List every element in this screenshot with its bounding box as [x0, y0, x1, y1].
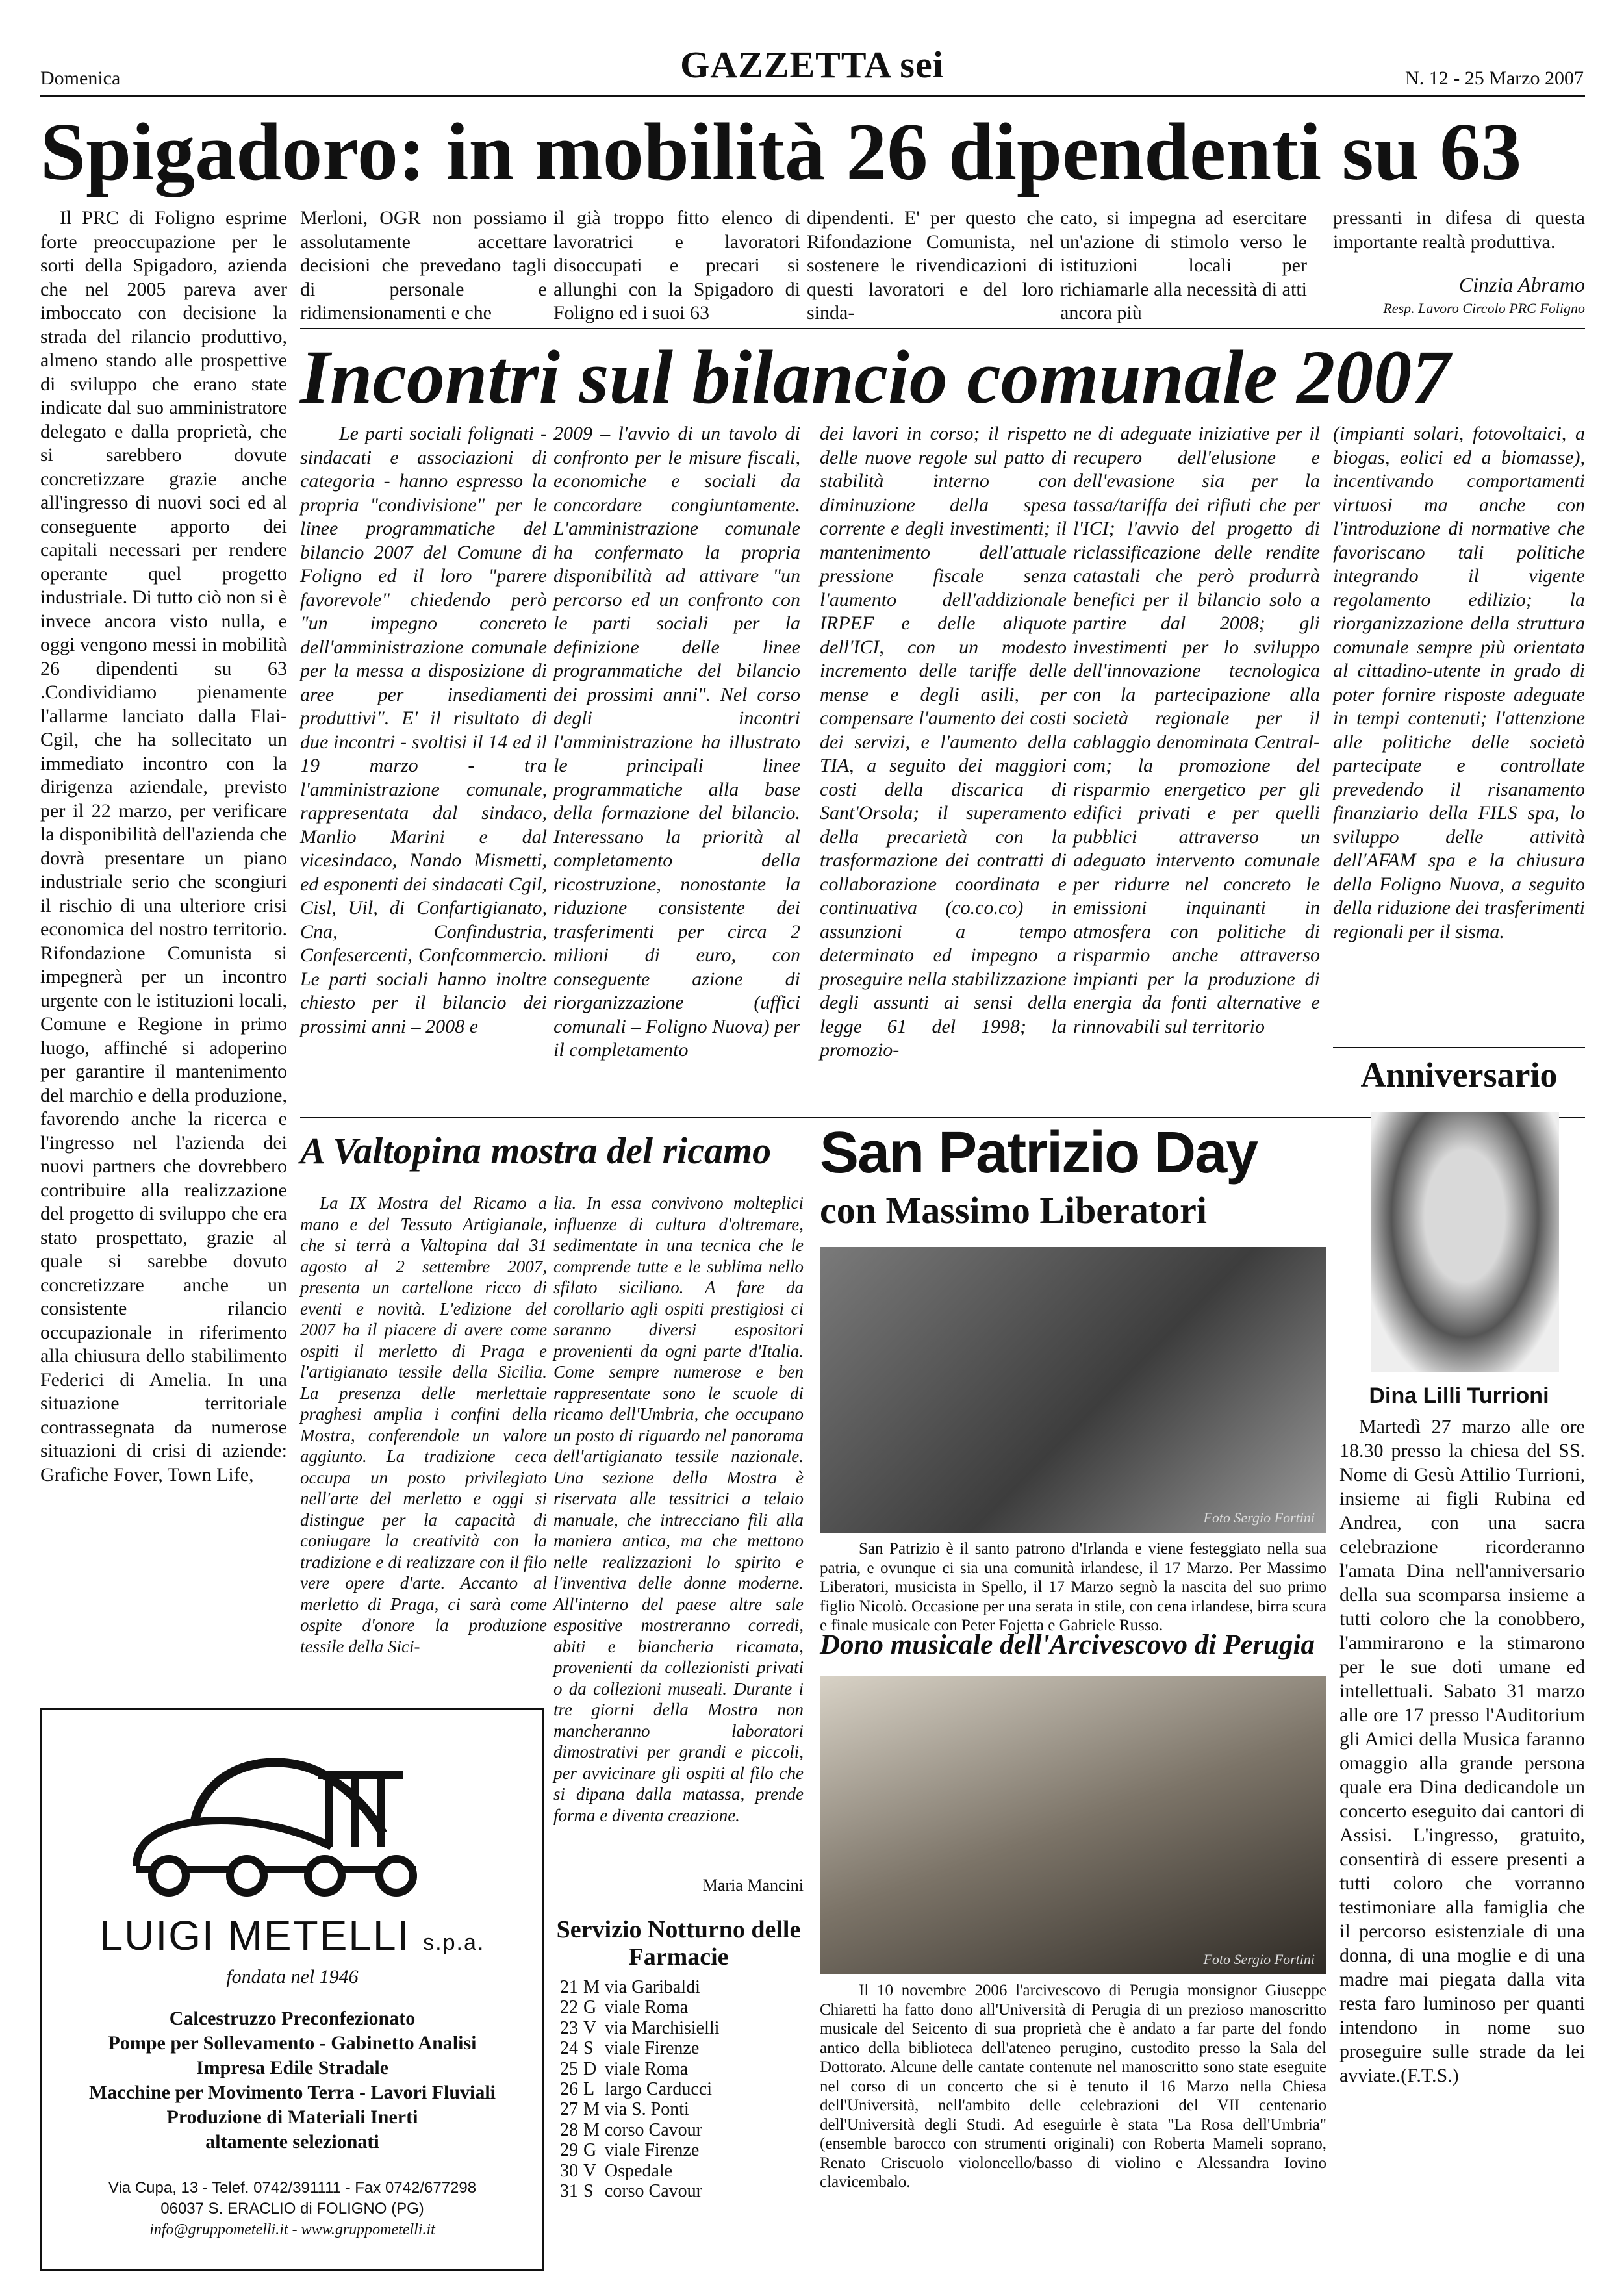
pharmacy-day: 25: [560, 2058, 578, 2079]
header-issue: N. 12 - 25 Marzo 2007: [1405, 68, 1584, 89]
pharmacy-addr: corso Cavour: [604, 2181, 702, 2202]
masthead: GAZZETTA sei: [680, 44, 944, 86]
article4-title: San Patrizio Day: [820, 1120, 1258, 1185]
article2-col5: (impianti solari, fotovoltaici, a biogas, eolici ed a biomasse), incentivando comportamenti virtuosi ma anche con l'introduzione di normative che favoriscano tali politiche integrando il vigente regolamento edilizio; la riorganizzazione della struttura comunale sempre più orientata al cittadino-utente in grado di poter fornire risposte adeguate in tempi contenuti; l'attenzione alle politiche delle società partecipate e controllate prevedendo il risanamento finanziario della FILS spa, lo sviluppo delle attività dell'AFAM spa e la chiusura della Foligno Nuova, a seguito della riduzione dei trasferimenti regionali per il sisma.: [1333, 423, 1585, 942]
pharmacy-row: [560, 2079, 724, 2099]
pharmacy-day: 30: [560, 2160, 578, 2181]
pharmacy-wd: S: [583, 2181, 594, 2202]
section-rule: [1333, 1047, 1585, 1048]
pharmacy-addr: via Garibaldi: [604, 1977, 700, 1997]
anniversary-section-title: Anniversario: [1360, 1055, 1558, 1094]
advert-service-line: Pompe per Sollevamento - Gabinetto Analisi: [108, 2032, 477, 2054]
pharmacy-row: [560, 1977, 724, 1997]
advert-services: [42, 2006, 542, 2154]
pharmacy-wd: G: [583, 1997, 597, 2018]
photo-credit: Foto Sergio Fortini: [1203, 1951, 1315, 1967]
pharmacy-addr: viale Roma: [604, 2058, 689, 2079]
section-rule: [300, 328, 1585, 329]
article4-subtitle: con Massimo Liberatori: [820, 1189, 1208, 1231]
photo-credit: Foto Sergio Fortini: [1203, 1509, 1315, 1526]
metelli-advert: [40, 1708, 544, 2271]
pharmacy-day: 24: [560, 2038, 578, 2059]
pharmacy-addr: via S. Ponti: [604, 2099, 689, 2120]
article1-title: Spigadoro: in mobilità 26 dipendenti su 63: [40, 107, 1522, 197]
pharmacy-row: [560, 2038, 724, 2058]
pharmacy-addr: viale Firenze: [604, 2038, 700, 2059]
article2-col4: ne di adeguate iniziative per il recupero dell'elusione e dell'evasione sia per la tassa/tariffa dei rifiuti che per l'ICI; l'avvio del progetto di riclassificazione delle rendite catastali che però produrrà benefici per il bilancio solo a partire dal 2008; gli investimenti per lo sviluppo dell'innovazione tecnologica con la partecipazione alla società regionale per il cablaggio denominata Central-com; la promozione del risparmio energetico per gli edifici privati e per quelli pubblici attraverso un adeguato intervento comunale per ridurre nel concreto le emissioni inquinanti in atmosfera con politiche di risparmio anche attraverso impianti per la produzione di energia da fonti alternative e rinnovabili sul territorio: [1073, 423, 1320, 1037]
pharmacy-addr: viale Roma: [604, 1997, 689, 2018]
pharmacy-row: [560, 2161, 724, 2181]
article4-caption: San Patrizio è il santo patrono d'Irlanda e viene festeggiato nella sua patria, e ovunque ci sia una comunità irlandese, il 17 Marzo. Per Massimo Liberatori, musicista in Spello, il 17 Marzo segnò la nascita del suo primo figlio Nicolò. Occasione per una serata in stile, con cena irlandese, birra scura e finale musicale con Peter Fojetta e Gabriele Russo.: [820, 1540, 1326, 1634]
anniversary-text: Martedì 27 marzo alle ore 18.30 presso la chiesa del SS. Nome di Gesù Attilio Turrioni, insieme ai figli Rubina ed Andrea, con una sacra celebrazione ricorderanno l'amata Dina nell'anniversario della sua scomparsa insieme a tutti coloro che la conobbero, l'ammirarono e la stimarono per le sue doti umane ed intellettuali. Sabato 31 marzo alle ore 17 presso l'Auditorium gli Amici della Musica faranno omaggio alla grande persona quale era Dina dedicandole un concerto eseguito dai cantori di Assisi. L'ingresso, gratuito, consentirà di essere presenti a tutti coloro che vorranno testimoniare alla famiglia che il percorso esistenziale di una donna, di una moglie e di una madre mai piegata dalla vita resta faro luminoso per quanti intendono in nome suo proseguire sulle strade da lei avviate.(F.T.S.): [1339, 1416, 1585, 2086]
advert-address1: Via Cupa, 13 - Telef. 0742/391111 - Fax 0742/677298: [108, 2179, 477, 2197]
article1-signature-role: Resp. Lavoro Circolo PRC Foligno: [1383, 300, 1585, 316]
truck-logo-icon: [110, 1736, 474, 1899]
pharmacy-day: 22: [560, 1997, 578, 2018]
article3-signature: Maria Mancini: [702, 1876, 804, 1895]
concert-photo: [820, 1676, 1326, 1974]
pharmacy-addr: corso Cavour: [604, 2119, 702, 2140]
pharmacy-row: [560, 2120, 724, 2140]
article1-signature: Cinzia Abramo: [1458, 273, 1585, 296]
pharmacy-day: 28: [560, 2119, 578, 2140]
pharmacy-wd: D: [583, 2058, 597, 2079]
advert-service-line: altamente selezionati: [205, 2131, 379, 2152]
article1-col6: pressanti in difesa di questa importante realtà produttiva.: [1333, 207, 1585, 253]
article3-col2: lia. In essa convivono molteplici influenze di cultura d'oltremare, sedimentate in una tecnica che le comprende tutte e le sublima nello sfilato siciliano. A fare da corollario agli ospiti prestigiosi ci saranno diversi espositori provenienti da ogni parte d'Italia. Come sempre numerose e ben rappresentate sono le scuole di ricamo dell'Umbria, che occupano un posto di riguardo nel panorama dell'artigianato tessile nazionale. Una sezione della Mostra è riservata alle tessitrici a telaio manuale, che intrecciano fili alla maniera antica, ma che mettono nelle realizzazioni lo spirito e l'inventiva delle donne moderne. All'interno del paese altre sale espositive mostreranno corredi, abiti e biancheria ricamata, provenienti da collezionisti privati o da collezioni museali. Durante i tre giorni della Mostra non mancheranno laboratori dimostrativi per grandi e piccoli, per avvicinare gli ospiti al filo che si dipana dalla matassa, prende forma e diventa creazione.: [553, 1193, 804, 1825]
portrait-photo: [1371, 1112, 1559, 1372]
pharmacy-row: [560, 2099, 724, 2119]
pharmacy-wd: V: [583, 2160, 597, 2181]
advert-company-line: [42, 1911, 542, 1960]
pharmacy-wd: V: [583, 2017, 597, 2038]
article1-col4: dipendenti. E' per questo che Rifondazione Comunista, nel sostenere le rivendicazioni di questi lavoratori e del loro sinda-: [807, 207, 1054, 323]
article2-col1: Le parti sociali folignati - sindacati e associazioni di categoria - hanno espresso la propria "condivisione" per le linee programmatiche del bilancio 2007 del Comune di Foligno ed il loro "parere favorevole" chiedendo però "un impegno concreto dell'amministrazione comunale per la messa a disposizione di aree per insediamenti produttivi". E' il risultato di due incontri - svoltisi il 14 ed il 19 marzo - tra l'amministrazione comunale, rappresentata dal sindaco, Manlio Marini e dal vicesindaco, Nando Mismetti, ed esponenti dei sindacati Cgil, Cisl, Uil, di Confartigianato, Cna, Confindustria, Confesercenti, Confcommercio. Le parti sociali hanno inoltre chiesto per il bilancio dei prossimi anni – 2008 e: [300, 423, 547, 1037]
pharmacy-addr: Ospedale: [604, 2160, 673, 2181]
pharmacy-row: [560, 2181, 724, 2201]
pharmacy-addr: viale Firenze: [604, 2140, 700, 2161]
san-patrizio-photo: [820, 1247, 1326, 1533]
article5-caption: Il 10 novembre 2006 l'arcivescovo di Perugia monsignor Giuseppe Chiaretti ha fatto dono all'Università di Perugia di un prezioso manoscritto musicale del Seicento di sua proprietà che è andato a far parte del fondo antico della biblioteca dell'ateneo perugino, custodito presso la Sala del Dottorato. Alcune delle cantate contenute nel manoscritto sono state eseguite nel corso di un concerto che si è tenuto il 16 Marzo nella Chiesa dell'Università, nell'ambito delle celebrazioni del VII centenario dell'Università degli Studi. Ad eseguirle è stata "La Rosa dell'Umbria" (ensemble barocco con strumenti originali) con Roberta Mameli soprano, Renato Criscuolo violoncello/basso di violino e Alessandra Iovino clavicembalo.: [820, 1982, 1326, 2191]
pharmacy-wd: M: [583, 1977, 600, 1997]
pharmacies-table: [560, 1977, 724, 2201]
pharmacy-row: [560, 1997, 724, 2017]
article1-col1: Il PRC di Foligno esprime forte preoccupazione per le sorti della Spigadoro, azienda che nel 2005 pareva aver imboccato con decisione la strada del rilancio produttivo, almeno stando alle prospettive di sviluppo che erano state indicate dal suo amministratore delegato e dalla proprietà, che si sarebbero dovute concretizzare grazie anche all'ingresso di nuovi soci ed al conseguente apporto dei capitali necessari per rendere operante quel progetto industriale. Di tutto ciò non si è invece ancora visto nulla, e oggi vengono messi in mobilità 26 dipendenti su 63 .Condividiamo pienamente l'allarme lanciato dalla Flai-Cgil, che ha sollecitato un immediato incontro con la dirigenza aziendale, previsto per il 22 marzo, per verificare la disponibilità dell'azienda che dovrà presentare un piano industriale serio che scongiuri il rischio di una ulteriore crisi economica del nostro territorio. Rifondazione Comunista si impegnerà per un incontro urgente con le istituzioni locali, Comune e Regione in primo luogo, affinché si adoperino per garantire il mantenimento del marchio e della produzione, favorendo anche la ricerca e l'ingresso nel l'azienda dei nuovi partners che dovrebbero contribuire alla realizzazione del progetto di sviluppo che era stato prospettato, grazie al quale si sarebbe dovuto concretizzare anche un consistente rilancio occupazionale in riferimento alla chiusura dello stabilimento Federici di Amelia. In una situazione territoriale contrassegnata da numerose situazioni di crisi di aziende: Grafiche Fover, Town Life,: [40, 207, 287, 1485]
advert-service-line: Calcestruzzo Preconfezionato: [169, 2008, 416, 2029]
pharmacy-row: [560, 2059, 724, 2079]
anniversary-name: Dina Lilli Turrioni: [1369, 1383, 1549, 1408]
advert-suffix: s.p.a.: [423, 1930, 485, 1955]
article1-col2: Merloni, OGR non possiamo assolutamente accettare decisioni che prevedano tagli di personale e ridimensionamenti e che: [300, 207, 547, 323]
pharmacy-day: 27: [560, 2099, 578, 2120]
pharmacy-wd: G: [583, 2140, 597, 2161]
article1-col3: il già troppo fitto elenco di lavoratrici e lavoratori disoccupati e precari si allunghi con la Spigadoro di Foligno ed i suoi 63: [553, 207, 800, 323]
pharmacy-row: [560, 2018, 724, 2038]
pharmacy-addr: largo Carducci: [604, 2079, 712, 2100]
article3-title: A Valtopina mostra del ricamo: [300, 1129, 772, 1172]
pharmacy-wd: L: [583, 2079, 595, 2100]
article5-title: Dono musicale dell'Arcivescovo di Perugia: [820, 1630, 1315, 1660]
article1-col5: cato, si impegna ad esercitare un'azione di stimolo verso le istituzioni locali per richiamarle alla necessità di atti ancora più: [1060, 207, 1307, 323]
article2-col3: dei lavori in corso; il rispetto delle nuove regole sul patto di stabilità interno con diminuzione della spesa corrente e degli investimenti; il mantenimento dell'attuale pressione fiscale senza l'aumento dell'addizionale IRPEF e delle aliquote dell'ICI, con un modesto incremento delle tariffe delle mense e degli asili, per compensare l'aumento dei costi dei servizi, e l'aumento della TIA, a seguito dei maggiori costi della discarica di Sant'Orsola; il superamento della precarietà con la trasformazione dei contratti di collaborazione coordinata e continuativa (co.co.co) in assunzioni a tempo determinato ed impegno a proseguire nella stabilizzazione degli assunti ai sensi della legge 61 del 1998; la promozio-: [820, 423, 1067, 1061]
article3-col1: La IX Mostra del Ricamo a mano e del Tessuto Artigianale, che si terrà a Valtopina dal 31 agosto al 2 settembre 2007, presenta un cartellone ricco di eventi e novità. L'edizione del 2007 ha il piacere di avere come ospiti il merletto di Praga e l'artigianato tessile della Sicilia. La presenza delle merlettaie praghesi amplia i confini della Mostra, conferendole un valore aggiunto. La tradizione ceca occupa un posto privilegiato nell'arte del merletto e oggi si distingue per la capacità di coniugare la creatività con la tradizione e di realizzare con il filo vere opere d'arte. Accanto al merletto di Praga, ci sarà come ospite d'onore la produzione tessile della Sici-: [300, 1193, 547, 1656]
pharmacy-wd: S: [583, 2038, 594, 2059]
pharmacy-day: 23: [560, 2017, 578, 2038]
pharmacy-day: 21: [560, 1977, 578, 1997]
pharmacy-wd: M: [583, 2119, 600, 2140]
pharmacy-wd: M: [583, 2099, 600, 2120]
pharmacy-addr: via Marchisielli: [604, 2017, 720, 2038]
advert-service-line: Impresa Edile Stradale: [196, 2057, 389, 2078]
article2-title: Incontri sul bilancio comunale 2007: [300, 334, 1451, 420]
article2-col2: 2009 – l'avvio di un tavolo di confronto per le misure fiscali, economiche e sociali da concordare congiuntamente. L'amministrazione comunale ha confermato la propria disponibilità ad attivare "un percorso ed un confronto con le parti sociali per la definizione delle linee programmatiche del bilancio dei prossimi anni". Nel corso degli incontri l'amministrazione ha illustrato le principali linee programmatiche alla base della formazione del bilancio. Interessano la priorità al completamento della ricostruzione, nonostante la riduzione consistente dei trasferimenti per circa 2 milioni di euro, con conseguente azione di riorganizzazione (uffici comunali – Foligno Nuova) per il completamento: [553, 423, 800, 1061]
header-rule: [40, 95, 1585, 97]
advert-founded: fondata nel 1946: [226, 1966, 359, 1987]
pharmacy-day: 29: [560, 2140, 578, 2161]
pharmacy-row: [560, 2140, 724, 2160]
pharmacies-title: Servizio Notturno delle Farmacie: [556, 1916, 801, 1971]
advert-address2: 06037 S. ERACLIO di FOLIGNO (PG): [160, 2200, 424, 2217]
advert-company: LUIGI METELLI: [99, 1912, 411, 1959]
pharmacy-day: 31: [560, 2181, 578, 2202]
advert-service-line: Macchine per Movimento Terra - Lavori Fluviali: [88, 2082, 496, 2103]
pharmacy-day: 26: [560, 2079, 578, 2100]
advert-service-line: Produzione di Materiali Inerti: [166, 2106, 418, 2128]
header-day: Domenica: [40, 68, 121, 89]
advert-contacts: info@gruppometelli.it - www.gruppometelli.it: [149, 2221, 435, 2238]
